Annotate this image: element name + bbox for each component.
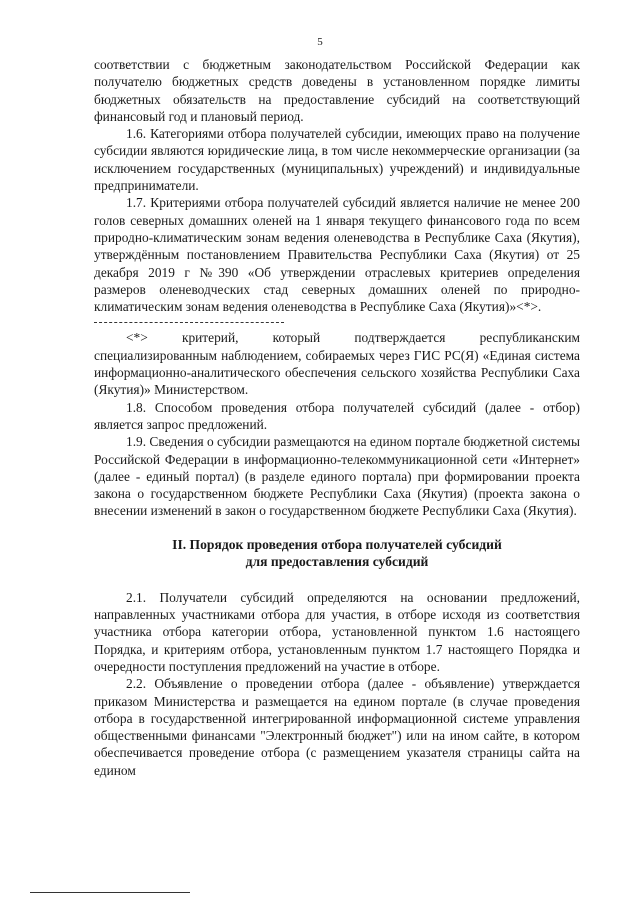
footer-rule — [30, 892, 190, 893]
section-2-heading — [94, 536, 580, 571]
paragraph-2-1: 2.1. Получатели субсидий определяются на основании предложений, направленных участниками отбора для участия, в отборе исходя из соответствия участника отбора категории отбора, установленной пунктом 1.6 настоящего Порядка, и критериям отбора, установленным пунктом 1.7 настоящего Порядка и очередности поступления предложений на участие в отборе. — [94, 589, 580, 674]
paragraph-continuation: соответствии с бюджетным законодательством Российской Федерации как получателю бюджетных средств доведены в установленном порядке лимиты бюджетных обязательств на предоставление субсидий на соответствующий финансовый год и плановый период. — [94, 57, 580, 124]
section-2-title-line-2: для предоставления субсидий — [245, 554, 429, 570]
paragraph-1-9: 1.9. Сведения о субсидии размещаются на едином портале бюджетной системы Российской Федерации в информационно-телекоммуникационной сети «Интернет» (далее - единый портал) (в разделе единого портала) при формировании проекта закона о государственном бюджете Республики Саха (Якутия) (проекта закона о внесении изменений в закон о государственном бюджете Республики Саха (Якутия). — [94, 434, 580, 519]
footnote: <*> критерий, который подтверждается республиканским специализированным наблюдением, собираемых через ГИС РС(Я) «Единая система информационно-аналитического обеспечения сельского хозяйства Республики Саха (Якутия)» Министерством. — [94, 330, 580, 398]
paragraph-2-2: 2.2. Объявление о проведении отбора (далее - объявление) утверждается приказом Министерства и размещается на едином портале (в случае проведения отбора в государственной интегрированной информационной системе управления общественными финансами "Электронный бюджет") или на ином сайте, в котором обеспечивается проведение отбора (с размещением указателя страницы сайта на едином — [94, 676, 580, 778]
paragraph-1-7: 1.7. Критериями отбора получателей субсидий является наличие не менее 200 голов северных домашних оленей на 1 января текущего финансового года по всем природно-климатическим зонам ведения оленеводства в Республике Саха (Якутия), утверждённым постановлением Правительства Республики Саха (Якутия) от 25 декабря 2019 г №390 «Об утверждении отраслевых критериев определения размеров оленеводческих стад северных домашних оленей по природно-климатическим зонам ведения оленеводства в Республике Саха (Якутия)»<*>. — [94, 195, 580, 315]
document-body — [94, 56, 580, 779]
section-2-title-line-1: II. Порядок проведения отбора получателей субсидий — [172, 536, 502, 552]
page-number: 5 — [317, 36, 323, 48]
paragraph-1-6: 1.6. Категориями отбора получателей субсидии, имеющих право на получение субсидии являются юридические лица, в том числе некоммерческие организации (за исключением государственных (муниципальных) учреждений) и индивидуальные предприниматели. — [94, 126, 580, 194]
paragraph-1-8: 1.8. Способом проведения отбора получателей субсидий (далее - отбор) является запрос предложений. — [94, 399, 580, 432]
footnote-separator — [94, 322, 284, 323]
